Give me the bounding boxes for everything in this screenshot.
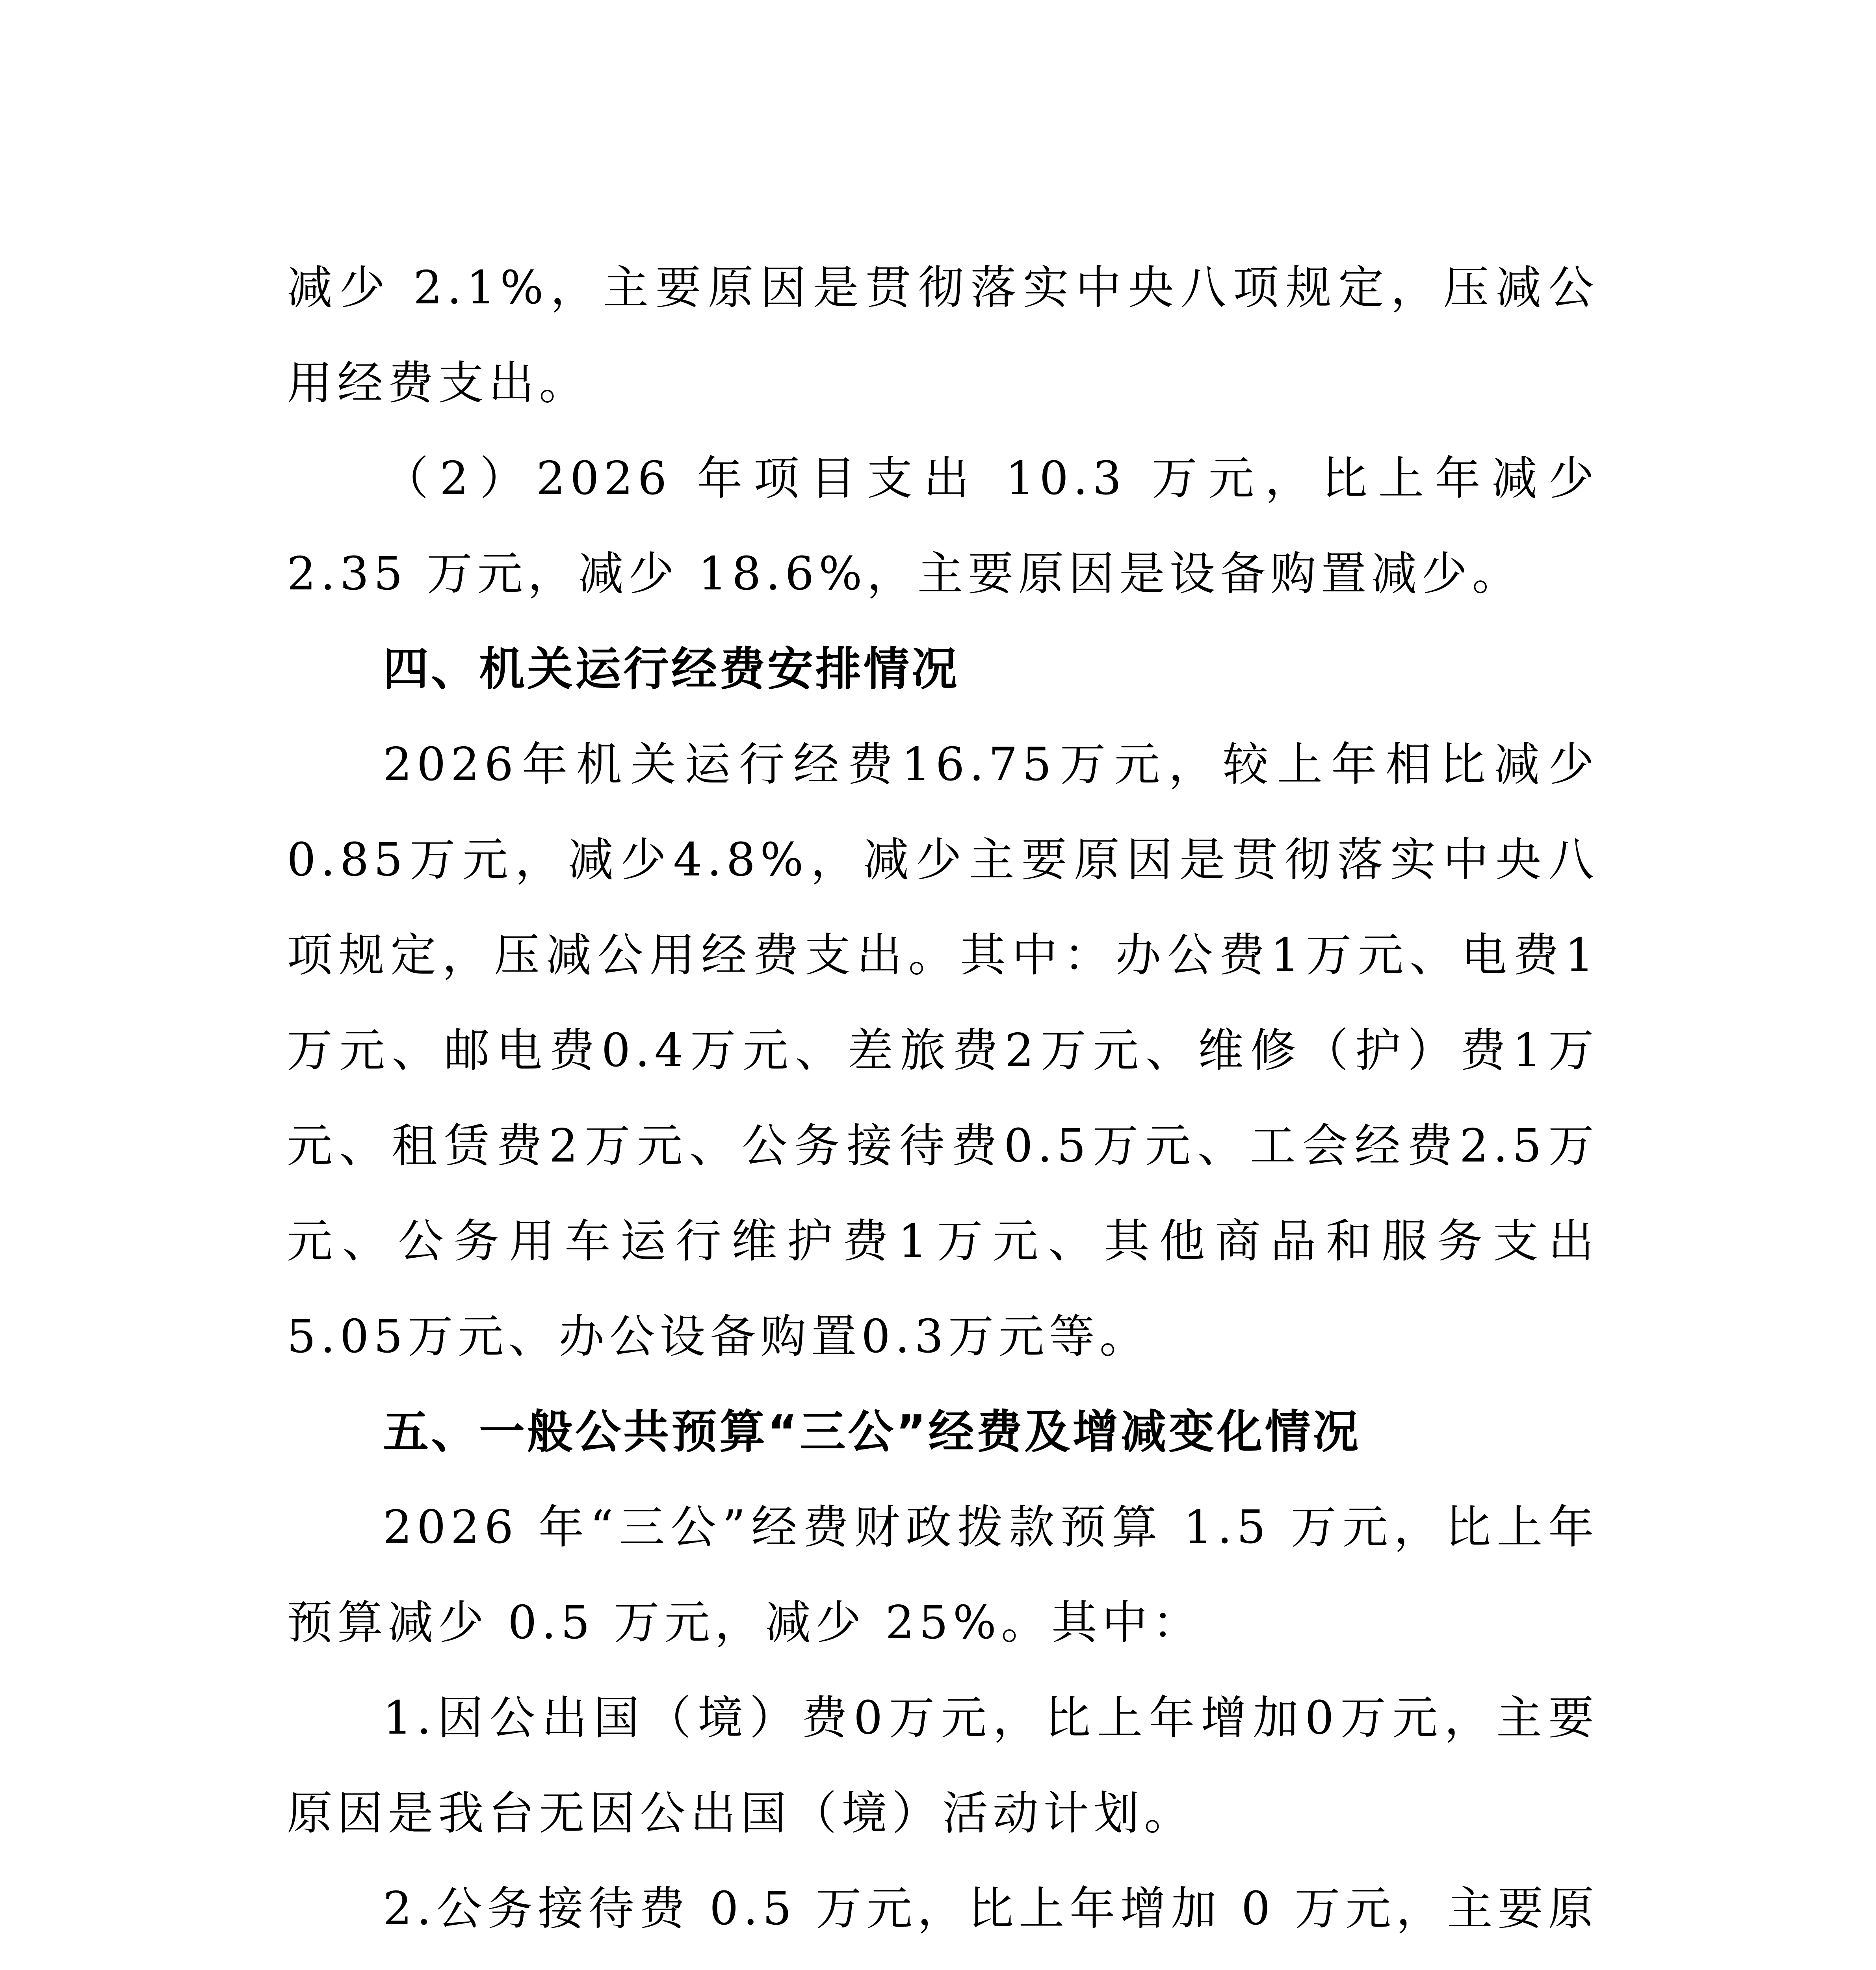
- paragraph-item-1: 1.因公出国（境）费0万元，比上年增加0万元，主要原因是我台无因公出国（境）活动计划。: [287, 1691, 1599, 1840]
- paragraph-item-2: 2.公务接待费 0.5 万元，比上年增加 0 万元，主要原: [383, 1882, 1599, 1935]
- paragraph-operating-expenses: 2026年机关运行经费16.75万元，较上年相比减少0.85万元，减少4.8%，减少主要原因是贯彻落实中央八项规定，压减公用经费支出。其中：办公费1万元、电费1万元、邮电费0.4万元、差旅费2万元、维修（护）费1万元、租赁费2万元、公务接待费0.5万元、工会经费2.5万元、公务用车运行维护费1万元、其他商品和服务支出5.05万元、办公设备购置0.3万元等。: [287, 738, 1599, 1363]
- section-heading-5: 五、一般公共预算“三公”经费及增减变化情况: [383, 1405, 1361, 1459]
- paragraph-continuation: 减少 2.1%，主要原因是贯彻落实中央八项规定，压减公用经费支出。: [287, 261, 1599, 410]
- section-heading-4: 四、机关运行经费安排情况: [383, 643, 960, 696]
- paragraph-three-public-budget: 2026 年“三公”经费财政拨款预算 1.5 万元，比上年预算减少 0.5 万元，减少 25%。其中：: [287, 1501, 1599, 1649]
- paragraph-project-expenditure: （2）2026 年项目支出 10.3 万元，比上年减少 2.35 万元，减少 18.6%，主要原因是设备购置减少。: [287, 452, 1599, 600]
- document-body: [287, 240, 1599, 1970]
